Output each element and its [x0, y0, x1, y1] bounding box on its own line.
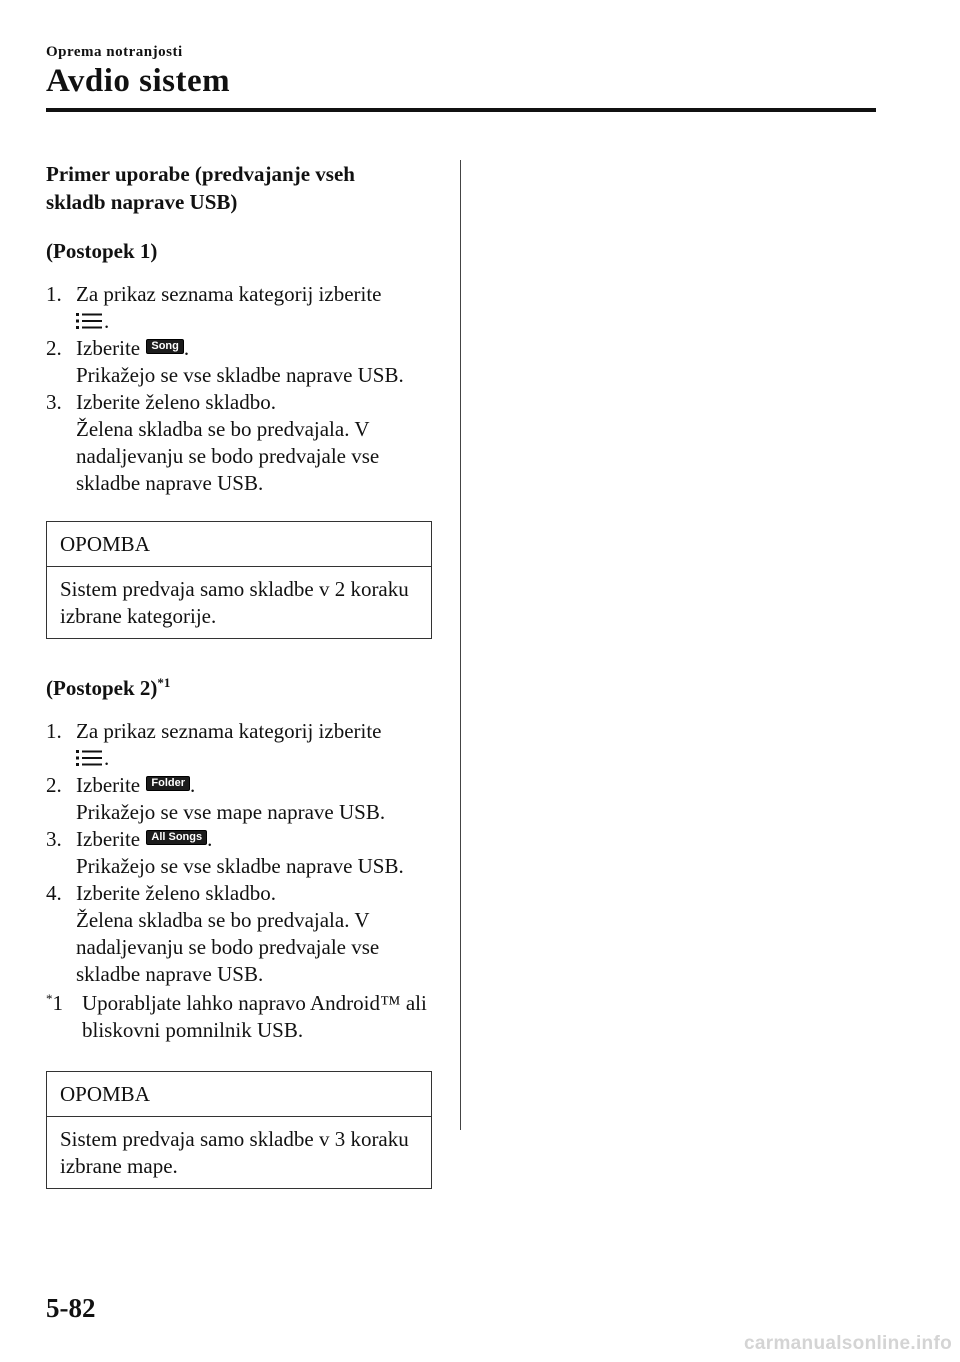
step-result: Prikažejo se vse skladbe naprave USB.	[76, 854, 404, 878]
procedure2-step-1	[46, 718, 432, 772]
column-divider	[460, 160, 461, 1130]
all-songs-button: All Songs	[146, 830, 207, 845]
note-body: Sistem predvaja samo skladbe v 2 koraku izbrane kategorije.	[60, 577, 409, 628]
note-box-1	[46, 521, 432, 639]
step-number: 4.	[46, 881, 62, 905]
step-text: Izberite želeno skladbo.	[76, 881, 276, 905]
step-period: .	[183, 336, 190, 360]
song-button: Song	[146, 339, 184, 354]
step-number: 2.	[46, 773, 62, 797]
step-text: Za prikaz seznama kategorij izberite	[76, 719, 382, 743]
folder-button: Folder	[146, 776, 190, 791]
step-text: Izberite	[76, 773, 141, 797]
left-column	[46, 160, 432, 1189]
step-number: 3.	[46, 827, 62, 851]
note-title: OPOMBA	[47, 522, 431, 567]
step-period: .	[207, 827, 213, 851]
step-result: Prikažejo se vse mape naprave USB.	[76, 800, 386, 824]
footnote-number	[46, 990, 63, 1017]
example-heading-line2: skladb naprave USB)	[46, 190, 238, 214]
section-label: Oprema notranjosti	[46, 44, 183, 60]
step-result: Želena skladba se bo predvajala. V nadaljevanju se bodo predvajale vse skladbe naprave USB.	[76, 417, 380, 495]
step-text: Izberite želeno skladbo.	[76, 390, 276, 414]
footnote-digit: 1	[52, 991, 63, 1015]
step-period: .	[190, 773, 196, 797]
footnote	[46, 990, 432, 1044]
footnote-text: Uporabljate lahko napravo Android™ ali bliskovni pomnilnik USB.	[82, 991, 427, 1042]
procedure2-title	[46, 675, 432, 702]
example-heading-line1: Primer uporabe (predvajanje vseh	[46, 162, 355, 186]
step-number: 1.	[46, 719, 62, 743]
procedure1-title: (Postopek 1)	[46, 239, 158, 263]
step-text: Za prikaz seznama kategorij izberite	[76, 282, 382, 306]
note-box-2	[46, 1071, 432, 1189]
note-body: Sistem predvaja samo skladbe v 3 koraku izbrane mape.	[60, 1127, 409, 1178]
footnote-mark: *	[46, 991, 53, 1006]
step-period: .	[104, 746, 110, 770]
step-result: Želena skladba se bo predvajala. V nadaljevanju se bodo predvajale vse skladbe naprave USB.	[76, 908, 380, 986]
procedure1-step-3	[46, 389, 432, 497]
step-text: Izberite	[76, 827, 141, 851]
step-text: Izberite	[76, 336, 141, 360]
step-number: 3.	[46, 390, 62, 414]
procedure2-step-2	[46, 772, 432, 826]
step-period: .	[104, 309, 110, 333]
procedure1-step-2	[46, 335, 432, 389]
list-icon	[76, 749, 104, 767]
header-rule	[46, 108, 876, 112]
procedure1-step-1	[46, 281, 432, 335]
watermark: carmanualsonline.info	[744, 1333, 952, 1354]
procedure2-step-3	[46, 826, 432, 880]
page-title: Avdio sistem	[46, 63, 231, 99]
step-number: 2.	[46, 336, 62, 360]
list-icon	[76, 312, 104, 330]
procedure2-step-4	[46, 880, 432, 988]
procedure2-title-text: (Postopek 2)	[46, 676, 158, 700]
example-heading	[46, 160, 432, 216]
footnote-ref: *1	[157, 675, 171, 690]
note-title: OPOMBA	[47, 1072, 431, 1117]
page-number: 5-82	[46, 1293, 96, 1323]
step-number: 1.	[46, 282, 62, 306]
step-result: Prikažejo se vse skladbe naprave USB.	[76, 363, 404, 387]
